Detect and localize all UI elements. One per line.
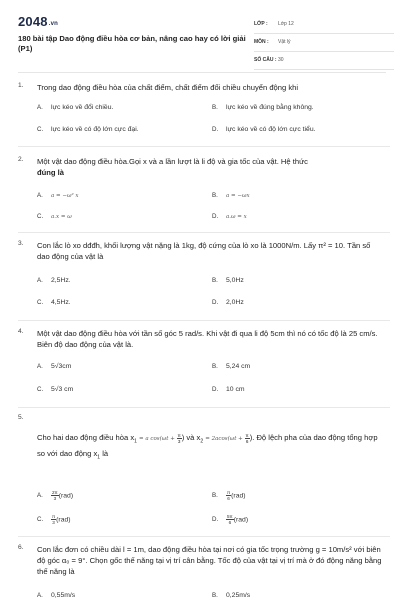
option-c[interactable]: C. lực kéo về có độ lớn cực đại. — [37, 126, 139, 133]
option-d[interactable]: D. 10 cm — [212, 386, 245, 393]
option-c[interactable]: C. $\frac{\pi}{3}$ (rad) — [37, 514, 71, 525]
option-b[interactable]: B. 0,25m/s — [212, 592, 251, 599]
question-number: 3. — [18, 240, 24, 247]
question-text: Trong dao động điều hòa của chất điểm, chất điểm đổi chiều chuyển động khi — [37, 83, 299, 92]
question-text: Con lắc lò xo dđđh, khối lượng vật nặng là 1kg, độ cứng của lò xo là 1000N/m. Lấy π² = 10. Tần số dao động của vật là — [37, 241, 371, 261]
document-meta — [254, 16, 394, 70]
fraction: $\frac{\pi}{6}$ — [245, 432, 249, 444]
option-b[interactable]: B. a = −ωx — [212, 192, 250, 199]
option-a[interactable]: A. $\frac{2\pi}{3}$ (rad) — [37, 490, 74, 501]
meta-grade: LỚP : Lớp 12 — [254, 16, 394, 34]
option-b[interactable]: B. 5,24 cm — [212, 363, 251, 370]
question-number: 4. — [18, 328, 24, 335]
option-d[interactable]: D. 2,0Hz — [212, 299, 244, 306]
option-b[interactable]: B. 5,0Hz — [212, 277, 244, 284]
header-divider — [18, 72, 386, 73]
question-divider — [18, 536, 390, 537]
question-number: 6. — [18, 544, 24, 551]
site-logo[interactable]: 2048.vn — [18, 14, 59, 29]
option-d[interactable]: D. $\frac{5\pi}{6}$ (rad) — [212, 514, 249, 525]
question-divider — [18, 407, 390, 408]
option-a[interactable]: A. a = −ω² x — [37, 192, 79, 199]
question-divider — [18, 320, 390, 321]
question-text: Cho hai dao động điều hòa $x_1 = a$ cos(ωt + $\frac{\pi}{3}$ ) và $x_2 = 2acos(\omega t$ + $\frac{\pi}{6}$ ). Độ lệch pha của dao động tổng hợp so với dao động $x_1$ là — [37, 432, 378, 461]
option-c[interactable]: C. 4,5Hz. — [37, 299, 71, 306]
question-text: Một vật dao động điều hòa.Gọi x và a lần lượt là li độ và gia tốc của vật. Hệ thức đúng là — [37, 157, 308, 177]
option-a[interactable]: A. 2,5Hz. — [37, 277, 71, 284]
question-divider — [18, 146, 390, 147]
question-text: Con lắc đơn có chiều dài l = 1m, dao động điều hòa tại nơi có gia tốc trọng trường g = 10m/s² với biên độ góc α₀ = 9°. Chọn gốc thế năng tại vị trí cân bằng. Tốc độ của vật tại vị trí mà ở đó động năng bằng thế năng là — [37, 545, 382, 576]
option-b[interactable]: B. lực kéo về đúng bằng không. — [212, 104, 314, 111]
question-number: 5. — [18, 414, 24, 421]
option-a[interactable]: A. 0,55m/s — [37, 592, 76, 599]
option-a[interactable]: A. 5√3cm — [37, 363, 72, 370]
option-c[interactable]: C. a.x = ω — [37, 213, 72, 220]
document-header — [18, 14, 386, 74]
question-divider — [18, 232, 390, 233]
option-a[interactable]: A. lực kéo về đổi chiều. — [37, 104, 114, 111]
question-number: 2. — [18, 156, 24, 163]
question-number: 1. — [18, 82, 24, 89]
page-title: 180 bài tập Dao động điều hòa cơ bản, nâng cao hay có lời giải (P1) — [18, 34, 246, 53]
meta-question-count: SỐ CÂU : 30 — [254, 52, 394, 70]
meta-subject: MÔN : Vật lý — [254, 34, 394, 52]
fraction: $\frac{\pi}{3}$ — [177, 432, 181, 444]
option-d[interactable]: D. a.ω = x — [212, 213, 247, 220]
option-c[interactable]: C. 5√3 cm — [37, 386, 74, 393]
option-b[interactable]: B. $\frac{\pi}{6}$ (rad) — [212, 490, 246, 501]
option-d[interactable]: D. lực kéo về có độ lớn cực tiểu. — [212, 126, 316, 133]
question-text: Một vật dao động điều hòa với tần số góc 5 rad/s. Khi vật đi qua li độ 5cm thì nó có tốc độ là 25 cm/s. Biên độ dao động của vật là. — [37, 329, 378, 349]
